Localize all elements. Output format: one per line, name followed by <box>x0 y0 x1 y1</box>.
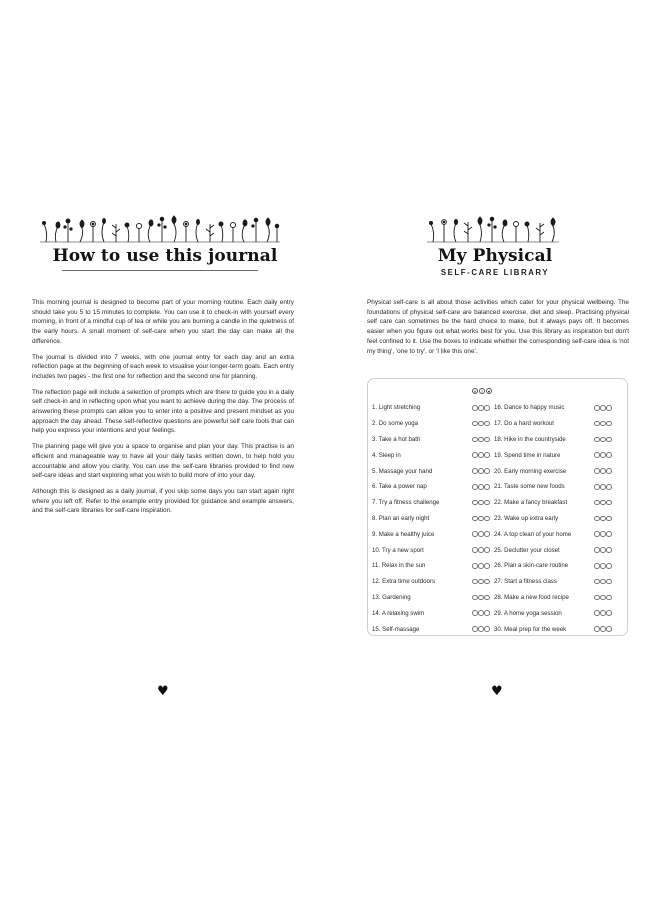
rating-checkboxes <box>472 468 490 474</box>
like-this-one-checkbox[interactable] <box>484 421 490 427</box>
library-item-label: 25. Declutter your closet <box>494 546 560 554</box>
library-item-label: 24. A top clean of your home <box>494 530 572 538</box>
one-to-try-checkbox[interactable] <box>600 547 606 553</box>
like-this-one-checkbox[interactable] <box>606 595 612 601</box>
one-to-try-checkbox[interactable] <box>600 626 606 632</box>
library-item <box>494 495 612 511</box>
library-item <box>372 479 490 495</box>
library-item <box>494 447 612 463</box>
library-item <box>372 526 490 542</box>
one-to-try-checkbox[interactable] <box>478 468 484 474</box>
library-item <box>494 558 612 574</box>
library-item-label: 19. Spend time in nature <box>494 451 561 459</box>
not-my-thing-checkbox[interactable] <box>472 516 478 522</box>
paragraph: Physical self-care is all about those activities which cater for your physical wellbeing. The foundations of physical self-care are balanced exercise, diet and sleep. Practising physical self care can sometimes be the hard choice to make, but it always pays off. It becomes easier when you figure out what works best for you. Use this library as inspiration but don't feel confined to it. Use the boxes to indicate whether the corresponding self-care idea is 'not my thing', 'one to try', or 'I like this one'. <box>367 299 629 355</box>
like-this-one-checkbox[interactable] <box>606 531 612 537</box>
like-this-one-checkbox[interactable] <box>484 626 490 632</box>
not-my-thing-checkbox[interactable] <box>472 405 478 411</box>
library-item-label: 2. Do some yoga <box>372 420 419 428</box>
like-this-one-checkbox[interactable] <box>484 531 490 537</box>
library-item <box>372 495 490 511</box>
not-my-thing-checkbox[interactable] <box>594 563 600 569</box>
rating-checkboxes <box>472 500 490 506</box>
like-this-one-checkbox[interactable] <box>484 547 490 553</box>
library-item-label: 12. Extra time outdoors <box>372 578 435 586</box>
library-item <box>372 574 490 590</box>
one-to-try-icon: ? <box>480 389 484 394</box>
library-item <box>494 542 612 558</box>
library-item-label: 18. Hike in the countryside <box>494 435 566 443</box>
not-my-thing-checkbox[interactable] <box>594 484 600 490</box>
library-item-label: 20. Early morning exercise <box>494 467 567 475</box>
not-my-thing-checkbox[interactable] <box>594 547 600 553</box>
heart-icon: ♥ <box>157 684 169 699</box>
not-my-thing-checkbox[interactable] <box>594 610 600 616</box>
library-item <box>494 621 612 637</box>
rating-checkboxes <box>472 437 490 443</box>
one-to-try-checkbox[interactable] <box>478 516 484 522</box>
rating-checkboxes <box>472 452 490 458</box>
rating-checkboxes <box>472 421 490 427</box>
rating-checkboxes <box>594 405 612 411</box>
not-my-thing-checkbox[interactable] <box>594 437 600 443</box>
library-item <box>372 463 490 479</box>
library-item-label: 9. Make a healthy juice <box>372 530 435 538</box>
like-this-one-checkbox[interactable] <box>606 421 612 427</box>
rating-checkboxes <box>472 563 490 569</box>
library-item-label: 27. Start a fitness class <box>494 578 557 586</box>
not-my-thing-checkbox[interactable] <box>594 531 600 537</box>
like-this-one-checkbox[interactable] <box>606 452 612 458</box>
library-item-label: 7. Try a fitness challenge <box>372 499 440 507</box>
one-to-try-checkbox[interactable] <box>478 579 484 585</box>
library-item-label: 11. Relax in the sun <box>372 562 426 570</box>
library-item <box>494 479 612 495</box>
library-item <box>372 511 490 527</box>
not-my-thing-checkbox[interactable] <box>472 531 478 537</box>
rating-checkboxes <box>594 531 612 537</box>
library-item <box>372 621 490 637</box>
not-my-thing-checkbox[interactable] <box>594 626 600 632</box>
library-item-label: 26. Plan a skin-care routine <box>494 562 569 570</box>
library-item <box>494 511 612 527</box>
one-to-try-checkbox[interactable] <box>478 626 484 632</box>
library-item-label: 10. Try a new sport <box>372 546 424 554</box>
one-to-try-checkbox[interactable] <box>600 610 606 616</box>
rating-checkboxes <box>594 516 612 522</box>
not-my-thing-checkbox[interactable] <box>472 500 478 506</box>
one-to-try-checkbox[interactable] <box>478 547 484 553</box>
like-this-one-checkbox[interactable] <box>484 516 490 522</box>
one-to-try-checkbox[interactable] <box>478 531 484 537</box>
library-item <box>494 605 612 621</box>
like-this-one-checkbox[interactable] <box>484 452 490 458</box>
right-page <box>330 0 660 904</box>
library-item-label: 28. Make a new food recipe <box>494 593 569 601</box>
not-my-thing-checkbox[interactable] <box>594 595 600 601</box>
not-my-thing-checkbox[interactable] <box>472 421 478 427</box>
like-this-one-checkbox[interactable] <box>606 484 612 490</box>
library-item-label: 5. Massage your hand <box>372 467 433 475</box>
heart-icon: ♥ <box>491 684 503 699</box>
one-to-try-checkbox[interactable] <box>600 421 606 427</box>
like-this-one-checkbox[interactable] <box>484 468 490 474</box>
like-this-one-checkbox[interactable] <box>606 437 612 443</box>
library-item-label: 22. Make a fancy breakfast <box>494 499 568 507</box>
library-item-label: 23. Wake up extra early <box>494 514 559 522</box>
paragraph: The journal is divided into 7 weeks, with one journal entry for each day and an extra reflection page at the beginning of each week to visualise your longer-term goals. Each entry includes two pages - the first one for reflection and the second one for planning. <box>32 353 294 380</box>
rating-checkboxes <box>472 516 490 522</box>
one-to-try-checkbox[interactable] <box>478 595 484 601</box>
not-my-thing-checkbox[interactable] <box>472 610 478 616</box>
rating-checkboxes <box>594 437 612 443</box>
not-my-thing-checkbox[interactable] <box>472 579 478 585</box>
page-subtitle: SELF-CARE LIBRARY <box>440 268 550 277</box>
library-column-two <box>494 400 612 637</box>
rating-checkboxes <box>472 547 490 553</box>
not-my-thing-icon: ✕ <box>473 389 477 394</box>
one-to-try-checkbox[interactable] <box>600 452 606 458</box>
rating-checkboxes <box>594 547 612 553</box>
library-item <box>372 432 490 448</box>
one-to-try-checkbox[interactable] <box>600 437 606 443</box>
rating-checkboxes <box>594 421 612 427</box>
floral-border-ornament <box>38 214 282 244</box>
like-this-one-checkbox[interactable] <box>606 516 612 522</box>
like-this-one-icon: ♥ <box>487 389 491 394</box>
not-my-thing-checkbox[interactable] <box>594 579 600 585</box>
rating-checkboxes <box>594 579 612 585</box>
rating-checkboxes <box>594 595 612 601</box>
paragraph: The reflection page will include a selection of prompts which are there to guide you in a daily self check-in and in reflecting upon what you want to achieve during the day. The process of answering these prompts can allow you to enter into a positive and present mindset as you approach the day ahead. These self-reflective questions are powerful self care tools that can help you express your intentions and your feelings. <box>32 388 294 435</box>
rating-checkboxes <box>594 484 612 490</box>
like-this-one-checkbox[interactable] <box>484 610 490 616</box>
library-column-one <box>372 400 490 637</box>
like-this-one-checkbox[interactable] <box>606 610 612 616</box>
paragraph: Although this is designed as a daily journal, if you skip some days you can start again right where you left off. Refer to the example entry provided for guidance and example answers, and the self-care libraries for self-care inspiration. <box>32 487 294 515</box>
not-my-thing-checkbox[interactable] <box>594 500 600 506</box>
library-item-label: 30. Meal prep for the week <box>494 625 567 633</box>
library-item <box>494 574 612 590</box>
not-my-thing-checkbox[interactable] <box>594 452 600 458</box>
not-my-thing-checkbox[interactable] <box>472 437 478 443</box>
like-this-one-checkbox[interactable] <box>484 484 490 490</box>
library-item <box>372 400 490 416</box>
one-to-try-checkbox[interactable] <box>600 500 606 506</box>
not-my-thing-checkbox[interactable] <box>594 421 600 427</box>
library-item-label: 21. Taste some new foods <box>494 483 565 491</box>
library-item <box>372 605 490 621</box>
rating-checkboxes <box>472 405 490 411</box>
not-my-thing-checkbox[interactable] <box>472 468 478 474</box>
rating-checkboxes <box>472 531 490 537</box>
like-this-one-checkbox[interactable] <box>606 579 612 585</box>
floral-border-ornament <box>425 214 561 244</box>
like-this-one-checkbox[interactable] <box>606 626 612 632</box>
not-my-thing-checkbox[interactable] <box>472 595 478 601</box>
rating-checkboxes <box>594 468 612 474</box>
library-item-label: 15. Self-massage <box>372 625 420 633</box>
not-my-thing-checkbox[interactable] <box>594 468 600 474</box>
one-to-try-checkbox[interactable] <box>478 500 484 506</box>
like-this-one-checkbox[interactable] <box>606 547 612 553</box>
like-this-one-checkbox[interactable] <box>606 405 612 411</box>
not-my-thing-checkbox[interactable] <box>472 563 478 569</box>
library-item <box>372 590 490 606</box>
rating-checkboxes <box>472 626 490 632</box>
library-item <box>372 542 490 558</box>
rating-legend <box>472 388 492 394</box>
intro-text <box>367 298 629 362</box>
one-to-try-checkbox[interactable] <box>478 452 484 458</box>
rating-checkboxes <box>594 500 612 506</box>
not-my-thing-checkbox[interactable] <box>472 484 478 490</box>
self-care-library-table <box>367 378 628 636</box>
library-item-label: 3. Take a hot bath <box>372 435 421 443</box>
like-this-one-checkbox[interactable] <box>484 405 490 411</box>
one-to-try-checkbox[interactable] <box>478 421 484 427</box>
one-to-try-checkbox[interactable] <box>600 516 606 522</box>
library-item-label: 14. A relaxing swim <box>372 609 425 617</box>
one-to-try-checkbox[interactable] <box>600 595 606 601</box>
library-item <box>494 463 612 479</box>
library-item <box>494 432 612 448</box>
like-this-one-checkbox[interactable] <box>606 563 612 569</box>
one-to-try-checkbox[interactable] <box>600 484 606 490</box>
library-item <box>494 590 612 606</box>
not-my-thing-checkbox[interactable] <box>594 405 600 411</box>
library-item-label: 13. Gardening <box>372 593 411 601</box>
like-this-one-checkbox[interactable] <box>606 500 612 506</box>
rating-checkboxes <box>472 484 490 490</box>
like-this-one-checkbox[interactable] <box>484 437 490 443</box>
rating-checkboxes <box>472 579 490 585</box>
one-to-try-checkbox[interactable] <box>600 563 606 569</box>
not-my-thing-checkbox[interactable] <box>472 626 478 632</box>
rating-checkboxes <box>594 610 612 616</box>
library-item <box>372 558 490 574</box>
not-my-thing-checkbox[interactable] <box>472 452 478 458</box>
like-this-one-checkbox[interactable] <box>484 500 490 506</box>
library-item <box>494 416 612 432</box>
instructions-text <box>32 298 294 522</box>
library-item <box>494 400 612 416</box>
like-this-one-checkbox[interactable] <box>484 579 490 585</box>
page-title: How to use this journal <box>52 246 278 266</box>
one-to-try-checkbox[interactable] <box>478 405 484 411</box>
one-to-try-checkbox[interactable] <box>478 610 484 616</box>
one-to-try-checkbox[interactable] <box>600 579 606 585</box>
library-item-label: 4. Sleep in <box>372 451 401 459</box>
one-to-try-checkbox[interactable] <box>478 437 484 443</box>
like-this-one-checkbox[interactable] <box>484 595 490 601</box>
title-underline <box>62 270 258 271</box>
rating-checkboxes <box>594 626 612 632</box>
library-item-label: 8. Plan an early night <box>372 514 430 522</box>
library-item <box>372 447 490 463</box>
library-item <box>494 526 612 542</box>
one-to-try-checkbox[interactable] <box>600 405 606 411</box>
like-this-one-checkbox[interactable] <box>484 563 490 569</box>
paragraph: The planning page will give you a space to organise and plan your day. This practise is an efficient and manageable way to have all your daily tasks written down, to help hold you accountable and allow you clarity. You can use the self-care libraries provided to find new self-care ideas and start exploring what you wish to build more of into your day. <box>32 443 294 480</box>
one-to-try-checkbox[interactable] <box>600 468 606 474</box>
rating-checkboxes <box>472 595 490 601</box>
one-to-try-checkbox[interactable] <box>478 484 484 490</box>
library-item-label: 16. Dance to happy music <box>494 404 565 412</box>
library-item-label: 6. Take a power nap <box>372 483 427 491</box>
library-item-label: 29. A home yoga session <box>494 609 562 617</box>
library-item-label: 17. Do a hard workout <box>494 420 554 428</box>
one-to-try-checkbox[interactable] <box>478 563 484 569</box>
rating-checkboxes <box>594 563 612 569</box>
rating-checkboxes <box>472 610 490 616</box>
page-title: My Physical <box>437 246 553 266</box>
not-my-thing-checkbox[interactable] <box>472 547 478 553</box>
one-to-try-checkbox[interactable] <box>600 531 606 537</box>
library-item-label: 1. Light stretching <box>372 404 421 412</box>
library-item <box>372 416 490 432</box>
paragraph: This morning journal is designed to become part of your morning routine. Each daily entry should take you 5 to 15 minutes to complete. You can use it to check-in with yourself every morning, in front of a mindful cup of tea or while you are burning a candle in the quietness of the early hours. A small moment of self-care when you start the day can make all the difference. <box>32 299 294 345</box>
rating-checkboxes <box>594 452 612 458</box>
like-this-one-checkbox[interactable] <box>606 468 612 474</box>
not-my-thing-checkbox[interactable] <box>594 516 600 522</box>
